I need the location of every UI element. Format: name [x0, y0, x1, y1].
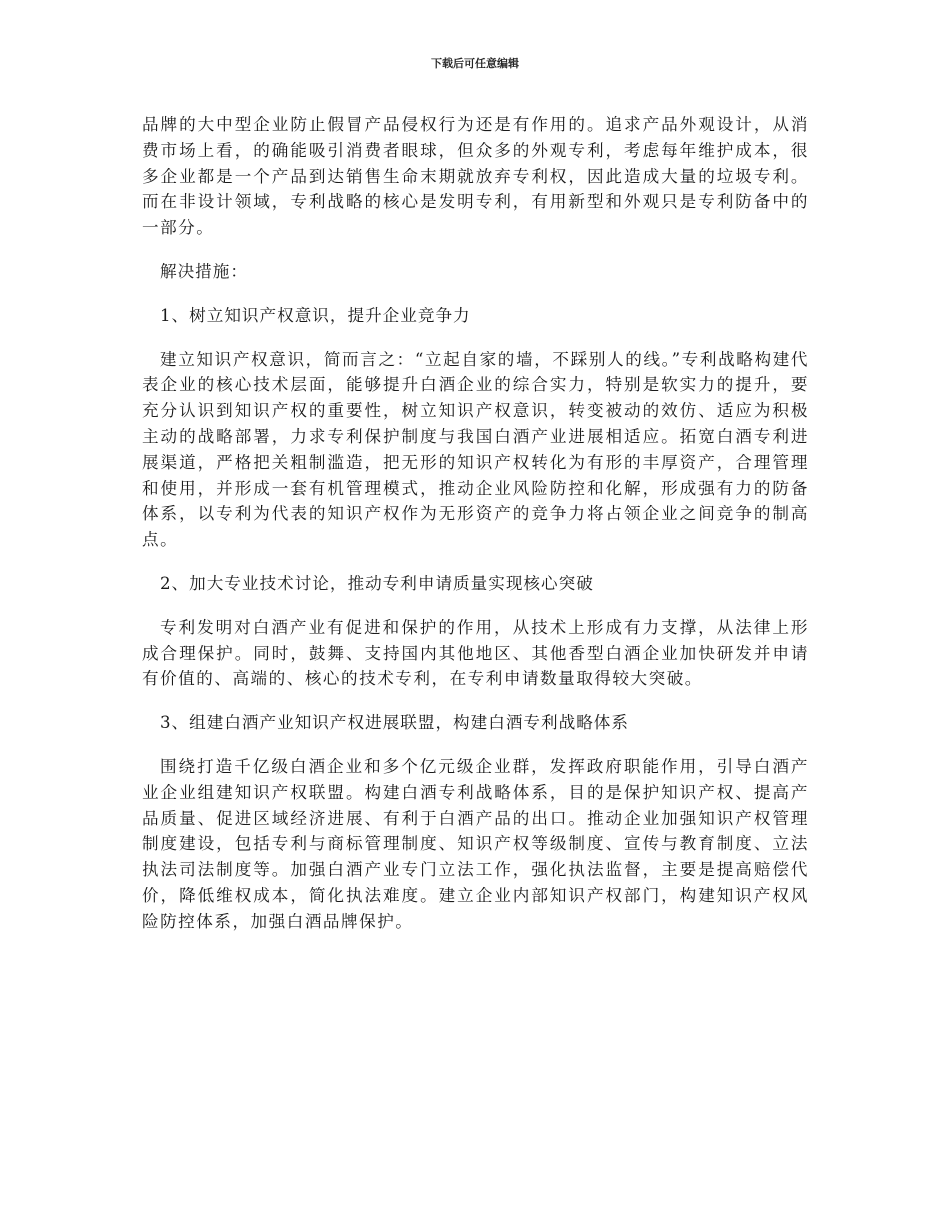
section-heading-2: 2、加大专业技术讨论，推动专利申请质量实现核心突破	[160, 573, 594, 593]
section-body-2: 专利发明对白酒产业有促进和保护的作用，从技术上形成有力支撑，从法律上形成合理保护。同时，鼓舞、支持国内其他地区、其他香型白酒企业加快研发并申请有价值的、高端的、核心的技术专利，在专利申请数量取得较大突破。	[142, 617, 809, 689]
document-body	[142, 112, 809, 953]
section-body-3: 围绕打造千亿级白酒企业和多个亿元级企业群，发挥政府职能作用，引导白酒产业企业组建知识产权联盟。构建白酒专利战略体系，目的是保护知识产权、提高产品质量、促进区域经济进展、有利于白酒产品的出口。推动企业加强知识产权管理制度建设，包括专利与商标管理制度、知识产权等级制度、宣传与教育制度、立法执法司法制度等。加强白酒产业专门立法工作，强化执法监督，主要是提高赔偿代价，降低维权成本，简化执法难度。建立企业内部知识产权部门，构建知识产权风险防控体系，加强白酒品牌保护。	[142, 756, 809, 931]
measures-label: 解决措施：	[160, 261, 248, 281]
intro-paragraph: 品牌的大中型企业防止假冒产品侵权行为还是有作用的。追求产品外观设计，从消费市场上看，的确能吸引消费者眼球，但众多的外观专利，考虑每年维护成本，很多企业都是一个产品到达销售生命末期就放弃专利权，因此造成大量的垃圾专利。而在非设计领域，专利战略的核心是发明专利，有用新型和外观只是专利防备中的一部分。	[142, 115, 809, 238]
section-heading-3: 3、组建白酒产业知识产权进展联盟，构建白酒专利战略体系	[160, 713, 629, 733]
section-body-1: 建立知识产权意识，简而言之：“立起自家的墙，不踩别人的线。”专利战略构建代表企业的核心技术层面，能够提升白酒企业的综合实力，特别是软实力的提升，要充分认识到知识产权的重要性，树立知识产权意识，转变被动的效仿、适应为积极主动的战略部署，力求专利保护制度与我国白酒产业进展相适应。拓宽白酒专利进展渠道，严格把关粗制滥造，把无形的知识产权转化为有形的丰厚资产，合理管理和使用，并形成一套有机管理模式，推动企业风险防控和化解，形成强有力的防备体系，以专利为代表的知识产权作为无形资产的竞争力将占领企业之间竞争的制高点。	[142, 349, 809, 550]
page-header-note: 下载后可任意编辑	[431, 57, 519, 70]
section-heading-1: 1、树立知识产权意识，提升企业竞争力	[160, 305, 471, 325]
